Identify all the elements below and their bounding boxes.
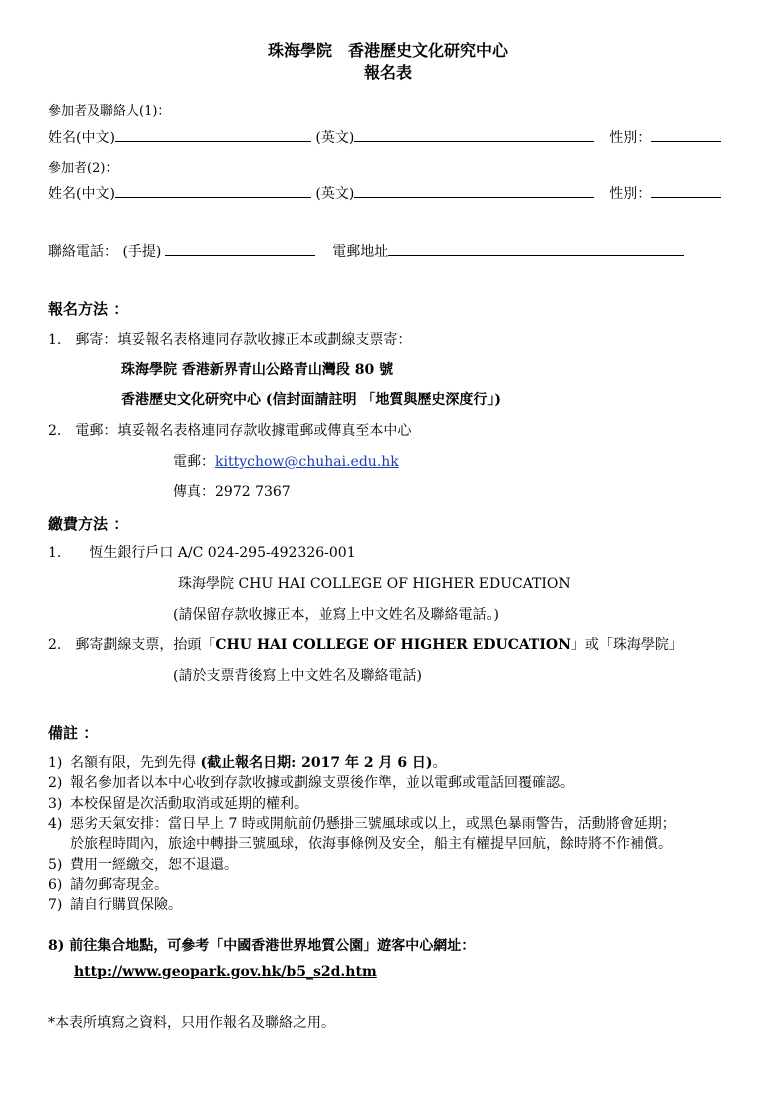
email-link[interactable]: kittychow@chuhai.edu.hk xyxy=(215,454,399,470)
bank-account-name: 珠海學院 CHU HAI COLLEGE OF HIGHER EDUCATION xyxy=(178,576,571,592)
note-5 xyxy=(48,854,238,874)
participant1-row xyxy=(48,127,721,147)
note-number: 7) xyxy=(48,897,63,913)
participant1-name-cn-field[interactable] xyxy=(115,129,311,142)
note-8: 8) 前往集合地點，可參考「中國香港世界地質公園」遊客中心網址： xyxy=(48,938,476,954)
note-2 xyxy=(48,772,574,792)
mobile-label: (手提) xyxy=(122,244,162,260)
participant2-row xyxy=(48,183,721,203)
cheque-prefix: 2. 郵寄劃線支票，抬頭「 xyxy=(48,637,216,653)
note-1 xyxy=(48,752,447,772)
cheque-payee: CHU HAI COLLEGE OF HIGHER EDUCATION xyxy=(215,637,571,653)
participant2-name-cn-field[interactable] xyxy=(115,185,311,198)
contact-row xyxy=(48,241,684,261)
name-en-label: (英文) xyxy=(315,186,355,202)
deadline-text: (截止報名日期: 2017 年 2 月 6 日) xyxy=(200,755,433,771)
name-en-label: (英文) xyxy=(315,130,355,146)
participant1-name-en-field[interactable] xyxy=(354,129,594,142)
mail-address-line2: 香港歷史文化研究中心 (信封面請註明 「地質與歷史深度行」) xyxy=(121,392,501,408)
note-6 xyxy=(48,874,168,894)
note-3 xyxy=(48,793,308,813)
email-field[interactable] xyxy=(388,243,684,256)
fax-contact: 傳真：2972 7367 xyxy=(173,484,291,500)
note-text: 本校保留是次活動取消或延期的權利。 xyxy=(70,796,308,812)
note-4-continued: 於旅程時間內，旅途中轉掛三號風球，依海事條例及安全，船主有權提早回航，餘時將不作補償。 xyxy=(70,836,672,852)
registration-item-email: 2. 電郵：填妥報名表格連同存款收據電郵或傳真至本中心 xyxy=(48,423,412,439)
participant1-gender-field[interactable] xyxy=(651,129,721,142)
form-title: 報名表 xyxy=(363,63,412,82)
note-end: 。 xyxy=(432,755,447,771)
registration-item-mail: 1. 郵寄：填妥報名表格連同存款收據正本或劃線支票寄： xyxy=(48,332,412,348)
mobile-field[interactable] xyxy=(165,243,315,256)
payment-item-bank: 1. 恆生銀行戶口 A/C 024-295-492326-001 xyxy=(48,545,356,561)
participant2-name-en-field[interactable] xyxy=(354,185,594,198)
note-text: 請勿郵寄現金。 xyxy=(70,877,168,893)
gender-label: 性別： xyxy=(609,130,652,146)
email-contact xyxy=(173,451,399,471)
note-number: 2) xyxy=(48,775,63,791)
payment-item-cheque xyxy=(48,634,683,654)
geopark-url[interactable] xyxy=(74,964,377,980)
gender-label: 性別： xyxy=(609,186,652,202)
note-text: 費用一經繳交，恕不退還。 xyxy=(70,857,238,873)
participant1-label: 參加者及聯絡人(1)： xyxy=(48,104,171,119)
page-title: 珠海學院 香港歷史文化研究中心 xyxy=(267,41,508,60)
note-text: 惡劣天氣安排：當日早上 7 時或開航前仍懸掛三號風球或以上，或黑色暴雨警告，活動將會延期； xyxy=(70,816,676,832)
note-4 xyxy=(48,813,676,833)
note-text: 報名參加者以本中心收到存款收據或劃線支票後作準，並以電郵或電話回覆確認。 xyxy=(70,775,574,791)
participant2-gender-field[interactable] xyxy=(651,185,721,198)
name-cn-label: 姓名(中文) xyxy=(48,186,115,202)
disclaimer: *本表所填寫之資料，只用作報名及聯絡之用。 xyxy=(48,1015,335,1031)
note-number: 5) xyxy=(48,857,63,873)
note-number: 6) xyxy=(48,877,63,893)
email-label: 電郵地址 xyxy=(332,244,389,260)
email-prefix: 電郵： xyxy=(173,454,215,470)
registration-heading: 報名方法 ： xyxy=(48,300,129,318)
cheque-note: (請於支票背後寫上中文姓名及聯絡電話) xyxy=(173,668,422,684)
note-text: 名額有限，先到先得 xyxy=(70,755,201,771)
participant2-label: 參加者(2)： xyxy=(48,161,119,176)
payment-heading: 繳費方法 ： xyxy=(48,515,129,533)
bank-note: (請保留存款收據正本，並寫上中文姓名及聯絡電話。) xyxy=(173,607,499,623)
phone-label: 聯絡電話： xyxy=(48,244,118,260)
note-number: 3) xyxy=(48,796,63,812)
note-number: 1) xyxy=(48,755,63,771)
notes-heading: 備註 ： xyxy=(48,724,99,742)
mail-address-line1: 珠海學院 香港新界青山公路青山灣段 80 號 xyxy=(121,362,394,378)
note-7 xyxy=(48,894,182,914)
note-text: 請自行購買保險。 xyxy=(70,897,182,913)
note-number: 4) xyxy=(48,816,63,832)
cheque-suffix: 」或「珠海學院」 xyxy=(570,637,683,653)
name-cn-label: 姓名(中文) xyxy=(48,130,115,146)
geopark-link[interactable]: http://www.geopark.gov.hk/b5_s2d.htm xyxy=(74,964,377,980)
